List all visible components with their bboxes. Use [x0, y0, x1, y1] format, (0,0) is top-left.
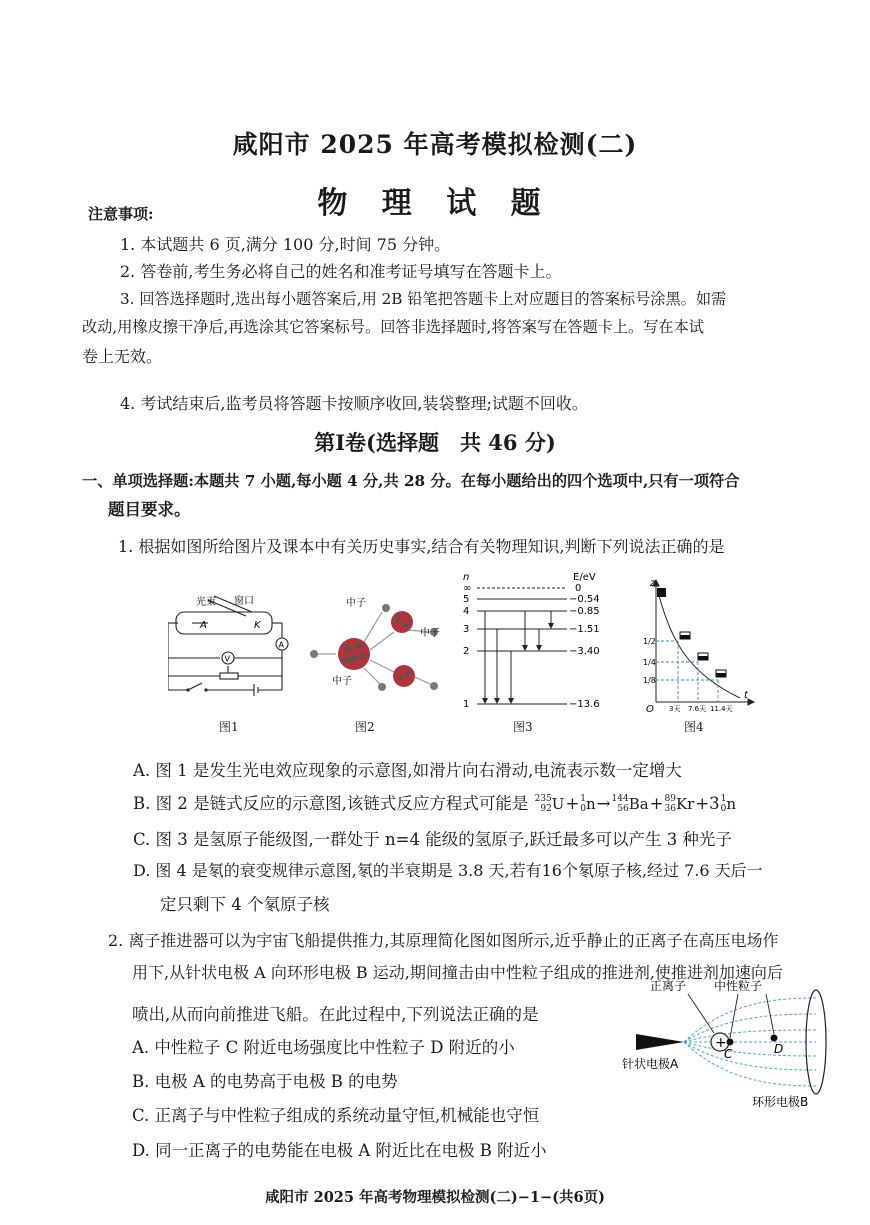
page-footer: 咸阳市 2025 年高考物理模拟检测(二)−1−(共6页): [265, 1189, 605, 1206]
fig3-level-e-2: −3.40: [569, 646, 600, 657]
fig2-caption: 图2: [355, 720, 375, 734]
fig1-ammeter-label: A: [278, 640, 284, 650]
part1-instruction: 一、单项选择题:本题共 7 小题,每小题 4 分,共 28 分。在每小题给出的四个选项中,只有一项符合: [82, 472, 740, 490]
fig3-level-n-5: 5: [463, 594, 470, 605]
q1-option-c: C. 图 3 是氢原子能级图,一群处于 n=4 能级的氢原子,跃迁最多可以产生 3 种光子: [133, 830, 732, 849]
uranium-nuclide: 235 92U: [534, 794, 565, 814]
notice-heading: 注意事项:: [88, 205, 154, 223]
figure-3-energy-levels: [455, 570, 625, 712]
fig3-level-e-3: −1.51: [569, 624, 600, 635]
positive-ion-plus: +: [715, 1035, 727, 1051]
fig3-level-n-3: 3: [463, 624, 470, 635]
fig1-voltmeter-label: V: [224, 654, 230, 664]
fig1-cathode-label: K: [254, 620, 261, 631]
notice-item-2: 2. 答卷前,考生务必将自己的姓名和准考证号填写在答题卡上。: [120, 262, 562, 281]
fig4-xtick-3: 11.4天: [710, 705, 733, 712]
q2-point-c-label: C: [724, 1047, 733, 1061]
krypton-nuclide: 89 36Kr: [664, 794, 695, 814]
fig3-level-e-1: −13.6: [569, 699, 600, 710]
fig4-xtick-1: 3天: [669, 705, 681, 712]
fig2-neutron-right: 中子: [420, 628, 440, 639]
notice-item-4: 4. 考试结束后,监考员将答题卡按顺序收回,装袋整理;试题不回收。: [120, 394, 588, 413]
fig2-neutron-top: 中子: [346, 598, 366, 609]
figure-1-photoelectric-circuit: [168, 590, 300, 702]
section-title: 第Ⅰ卷(选择题 共 46 分): [314, 430, 556, 455]
fig3-level-n-4: 4: [463, 606, 470, 617]
q2-point-d-label: D: [774, 1042, 784, 1056]
q2-stem-line-1: 2. 离子推进器可以为宇宙飞船提供推力,其原理简化图如图所示,近乎静止的正离子在高压电场作: [108, 931, 779, 950]
notice-item-3: 3. 回答选择题时,选出每小题答案后,用 2B 铅笔把答题卡上对应题目的答案标号涂黑。如需: [120, 290, 727, 308]
q1-option-d: D. 图 4 是氡的衰变规律示意图,氡的半衰期是 3.8 天,若有16个氡原子核,经过 7.6 天后一: [133, 861, 763, 880]
fig4-ytick-half: 1/2: [643, 637, 656, 646]
q1-option-b-text: B. 图 2 是链式反应的示意图,该链式反应方程式可能是: [133, 794, 529, 813]
fig4-t-axis-label: t: [744, 690, 748, 701]
fig1-window-label: 窗口: [234, 596, 254, 607]
fig3-level-e-5: −0.54: [569, 594, 600, 605]
q1-option-b: B. 图 2 是链式反应的示意图,该链式反应方程式可能是 235 92U+1 0n→144 56Ba+89 36Kr+31 0n: [133, 794, 737, 814]
notice-item-1: 1. 本试题共 6 页,满分 100 分,时间 75 分钟。: [120, 235, 451, 254]
q2-option-d: D. 同一正离子的电势能在电极 A 附近比在电极 B 附近小: [132, 1141, 547, 1160]
fig2-neutron-left: 中子: [332, 676, 352, 687]
figure-q2-ion-thruster: [616, 972, 842, 1112]
q1-option-a: A. 图 1 是发生光电效应现象的示意图,如滑片向右滑动,电流表示数一定增大: [133, 761, 682, 780]
fig3-level-n-2: 2: [463, 646, 470, 657]
q2-positive-ion-label: 正离子: [650, 979, 687, 993]
neutron-nuclide: 1 0n: [580, 794, 596, 814]
q2-stem-line-2: 用下,从针状电极 A 向环形电极 B 运动,期间撞击由中性粒子组成的推进剂,使推进剂加速向后: [132, 963, 783, 982]
q2-neutral-particle-label: 中性粒子: [714, 979, 763, 993]
q1-option-d-cont: 定只剩下 4 个氡原子核: [160, 895, 330, 914]
fig1-anode-label: A: [200, 620, 207, 631]
fig3-level-n-inf: ∞: [463, 583, 472, 594]
fig3-e-axis-label: E/eV: [573, 572, 596, 583]
figure-2-chain-reaction: [308, 592, 448, 704]
fig4-z-axis-label: z: [650, 578, 656, 589]
q2-option-a: A. 中性粒子 C 附近电场强度比中性粒子 D 附近的小: [132, 1038, 515, 1057]
barium-nuclide: 144 56Ba: [611, 794, 649, 814]
fig4-ytick-quarter: 1/4: [643, 658, 656, 667]
q2-option-b: B. 电极 A 的电势高于电极 B 的电势: [132, 1072, 398, 1091]
fig4-origin-label: O: [646, 704, 654, 712]
fig3-n-axis-label: n: [463, 572, 470, 583]
q2-stem-line-3: 喷出,从而向前推进飞船。在此过程中,下列说法正确的是: [132, 1005, 539, 1024]
notice-item-3-cont: 改动,用橡皮擦干净后,再选涂其它答案标号。回答非选择题时,将答案写在答题卡上。写在本试: [82, 318, 704, 336]
exam-title: 咸阳市 2025 年高考模拟检测(二): [232, 130, 638, 159]
fig4-ytick-eighth: 1/8: [643, 676, 656, 685]
fig4-xtick-2: 7.6天: [688, 705, 707, 712]
fig1-light-label: 光束: [196, 597, 216, 608]
subject-title: 物 理 试 题: [317, 186, 553, 221]
fig1-caption: 图1: [219, 720, 239, 734]
fig3-level-e-inf: 0: [575, 583, 582, 594]
fig3-level-e-4: −0.85: [569, 606, 600, 617]
neutron-nuclide-product: 1 0n: [720, 794, 737, 814]
q2-ring-electrode-label: 环形电极B: [752, 1095, 809, 1109]
part1-instruction-cont: 题目要求。: [108, 500, 191, 519]
fig3-level-n-1: 1: [463, 699, 470, 710]
notice-item-3-end: 卷上无效。: [82, 347, 163, 366]
fig4-caption: 图4: [684, 720, 704, 734]
q2-option-c: C. 正离子与中性粒子组成的系统动量守恒,机械能也守恒: [132, 1106, 540, 1125]
figure-4-radon-decay: [640, 574, 758, 712]
q2-needle-electrode-label: 针状电极A: [622, 1057, 679, 1071]
q1-stem: 1. 根据如图所给图片及课本中有关历史事实,结合有关物理知识,判断下列说法正确的是: [118, 537, 725, 556]
fig3-caption: 图3: [513, 720, 533, 734]
